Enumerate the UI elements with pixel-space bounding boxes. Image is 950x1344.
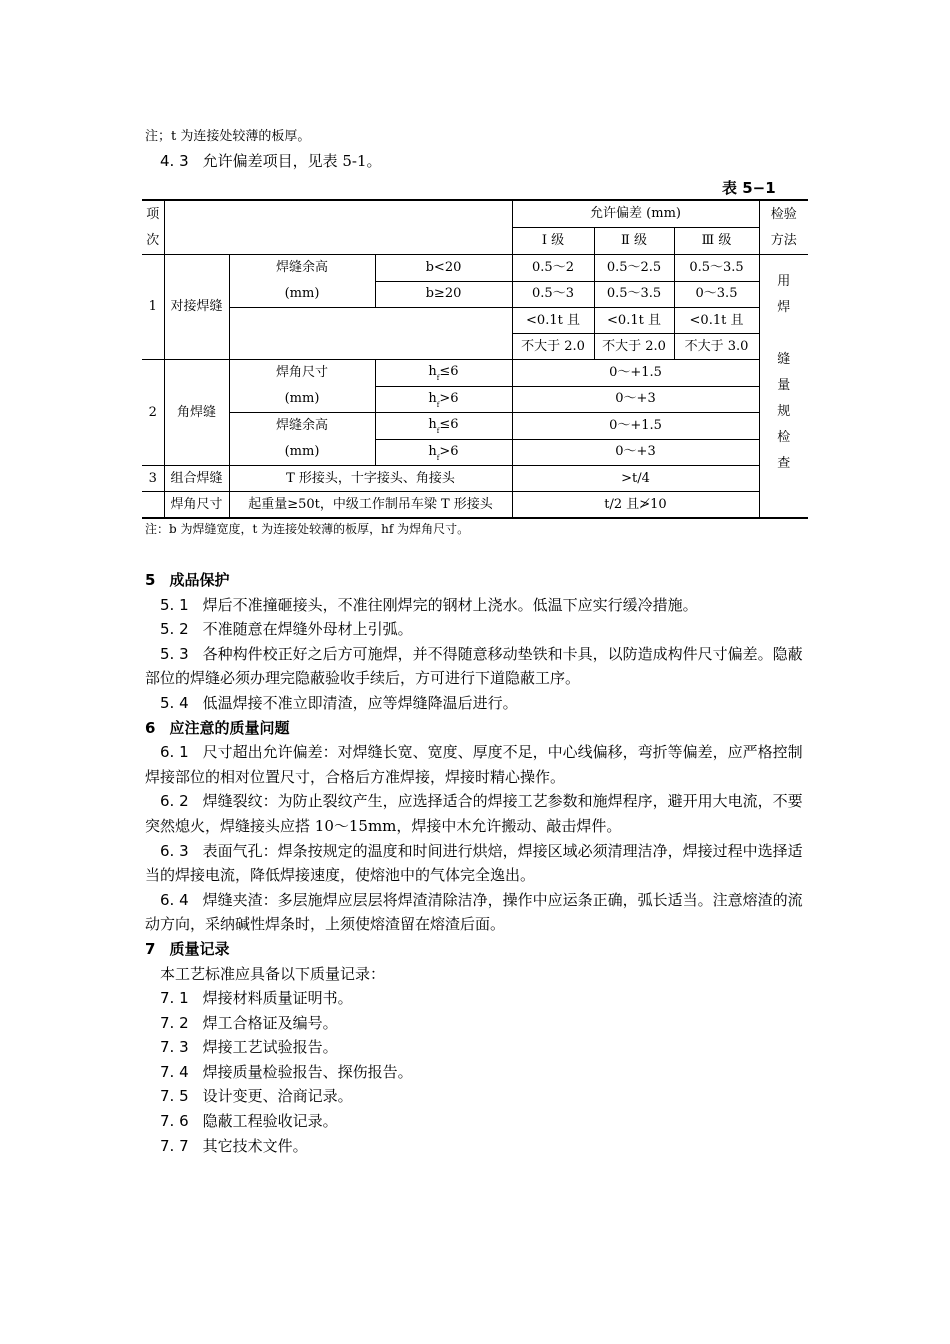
header-level-1: Ⅰ 级 [512, 228, 594, 255]
paragraph [145, 888, 807, 937]
clause-number: 7. 1 [160, 989, 189, 1008]
row-subitem: 焊缝余高 (mm) [229, 255, 375, 308]
header-blank [164, 200, 512, 255]
clause-text: 焊缝裂纹：为防止裂纹产生，应选择适合的焊接工艺参数和施焊程序，避开用大电流，不要突然熄火，焊缝接头应搭 10～15mm，焊接中木允许搬动、敲击焊件。 [145, 792, 803, 835]
paragraph [145, 740, 807, 789]
clause-number: 5. 4 [160, 693, 189, 712]
clause-text: 焊接材料质量证明书。 [202, 989, 353, 1008]
clause-number: 5. 1 [160, 595, 189, 614]
clause-text: 本工艺标准应具备以下质量记录： [160, 964, 386, 983]
clause-number: 4. 3 [160, 152, 189, 170]
value-cell: 0.5～3.5 [674, 255, 759, 282]
clause-text: 各种构件校正好之后方可施焊，并不得随意移动垫铁和卡具，以防造成构件尺寸偏差。隐蔽部位的焊缝必须办理完隐蔽验收手续后，方可进行下道隐蔽工序。 [145, 644, 803, 688]
header-tolerance: 允许偏差 (mm) [512, 200, 759, 228]
value-cell: 0～3.5 [674, 281, 759, 308]
clause-number: 7. 3 [160, 1038, 189, 1057]
paragraph [145, 1011, 807, 1036]
clause-number: 5. 3 [160, 644, 189, 663]
blank-cell [229, 308, 512, 360]
clause-number: 5 [145, 571, 156, 589]
paragraph [145, 1109, 807, 1134]
clause-number: 6. 2 [160, 792, 189, 811]
row-name: 对接焊缝 [164, 255, 229, 360]
condition-cell: $h_f\le 6$ [375, 360, 512, 387]
method-cell: 用 焊 缝 量 规 检 查 [759, 255, 808, 519]
header-level-2: Ⅱ 级 [594, 228, 674, 255]
note-top: 注；t 为连接处较薄的板厚。 [145, 129, 311, 144]
header-item: 项 次 [142, 200, 164, 255]
clause-text: 焊接质量检验报告、探伤报告。 [202, 1062, 413, 1081]
paragraph [145, 986, 807, 1011]
paragraph [145, 593, 807, 618]
row-name: 焊角尺寸 [164, 492, 229, 519]
paragraph [145, 962, 807, 987]
clause-number: 7. 6 [160, 1112, 189, 1131]
clause-text: 尺寸超出允许偏差：对焊缝长宽、宽度、厚度不足，中心线偏移，弯折等偏差，应严格控制焊接部位的相对位置尺寸，合格后方准焊接，焊接时精心操作。 [145, 743, 803, 786]
condition-cell: $h_f\le 6$ [375, 413, 512, 440]
clause-number: 5. 2 [160, 620, 189, 639]
clause-number: 6. 1 [160, 743, 189, 762]
clause-text: 焊缝夹渣：多层施焊应层层将焊渣清除洁净，操作中应运条正确，弧长适当。注意熔渣的流动方向，采纳碱性焊条时，上须使熔渣留在熔渣后面。 [145, 890, 803, 934]
value-cell: 0.5～3 [512, 281, 594, 308]
note-bottom: 注：b 为焊缝宽度，t 为连接处较薄的板厚，hf 为焊角尺寸。 [145, 522, 470, 536]
value-cell: >t/4 [512, 466, 759, 492]
value-cell: 0.5～2 [512, 255, 594, 282]
clause-text: 不准随意在焊缝外母材上引弧。 [202, 620, 413, 639]
clause-number: 7. 5 [160, 1087, 189, 1106]
clause-text: 表面气孔：焊条按规定的温度和时间进行烘焙，焊接区域必须清理洁净，焊接过程中选择适当的焊接电流，降低焊接速度，使熔池中的气体完全逸出。 [145, 841, 803, 885]
value-cell: 0.5～3.5 [594, 281, 674, 308]
value-cell: <0.1t 且 [594, 308, 674, 334]
paragraph [145, 1060, 807, 1085]
value-cell: 0～+1.5 [512, 360, 759, 387]
value-cell: 0～+3 [512, 386, 759, 413]
clause-number: 7 [145, 939, 156, 958]
paragraph [145, 1035, 807, 1060]
clause-number: 7. 4 [160, 1062, 189, 1081]
value-cell: <0.1t 且 [674, 308, 759, 334]
clause-number: 7. 2 [160, 1013, 189, 1032]
value-cell: 不大于 2.0 [512, 334, 594, 360]
condition-cell: b<20 [375, 255, 512, 282]
value-cell: 0～+3 [512, 439, 759, 466]
clause-text: 焊接工艺试验报告。 [202, 1038, 338, 1057]
value-cell: 0.5～2.5 [594, 255, 674, 282]
clause-text: 其它技术文件。 [202, 1136, 308, 1155]
row-number: 2 [142, 360, 164, 466]
paragraph [145, 1134, 807, 1159]
row-name: 角焊缝 [164, 360, 229, 466]
paragraph [145, 1084, 807, 1109]
section-heading [145, 937, 807, 962]
value-cell: <0.1t 且 [512, 308, 594, 334]
clause-4-3 [160, 150, 382, 171]
clause-text: 应注意的质量问题 [169, 718, 290, 737]
clause-number: 7. 7 [160, 1136, 189, 1155]
clause-text: 质量记录 [169, 939, 230, 958]
section-heading [145, 568, 807, 593]
clause-text: 低温焊接不准立即清渣，应等焊缝降温后进行。 [202, 693, 518, 712]
clause-number: 6 [145, 718, 156, 737]
clause-text: 隐蔽工程验收记录。 [202, 1112, 338, 1131]
document-body [145, 568, 807, 1158]
header-level-3: Ⅲ 级 [674, 228, 759, 255]
row-name: 组合焊缝 [164, 466, 229, 492]
paragraph [145, 839, 807, 888]
clause-text: 允许偏差项目，见表 5-1。 [202, 152, 382, 170]
clause-text: 成品保护 [169, 571, 230, 589]
clause-number: 6. 3 [160, 841, 189, 860]
paragraph [145, 617, 807, 642]
paragraph [145, 691, 807, 716]
paragraph [145, 789, 807, 838]
condition-cell: $h_f>6$ [375, 386, 512, 413]
blank-cell [142, 492, 164, 519]
condition-cell: $h_f>6$ [375, 439, 512, 466]
clause-text: 焊工合格证及编号。 [202, 1013, 338, 1032]
condition-cell: 起重量≥50t，中级工作制吊车梁 T 形接头 [229, 492, 512, 519]
header-method: 检验 方法 [759, 200, 808, 255]
section-heading [145, 716, 807, 741]
clause-text: 焊后不准撞砸接头，不准往刚焊完的钢材上浇水。低温下应实行缓冷措施。 [202, 595, 698, 614]
clause-number: 6. 4 [160, 890, 189, 909]
condition-cell: T 形接头，十字接头、角接头 [229, 466, 512, 492]
value-cell: 0～+1.5 [512, 413, 759, 440]
row-subitem: 焊角尺寸 (mm) [229, 360, 375, 413]
tolerance-table [142, 199, 808, 519]
paragraph [145, 642, 807, 691]
condition-cell: b≥20 [375, 281, 512, 308]
value-cell: 不大于 3.0 [674, 334, 759, 360]
row-number: 3 [142, 466, 164, 492]
value-cell: t/2 且≯10 [512, 492, 759, 519]
value-cell: 不大于 2.0 [594, 334, 674, 360]
clause-text: 设计变更、洽商记录。 [202, 1087, 353, 1106]
table-caption: 表 5−1 [722, 179, 776, 197]
row-number: 1 [142, 255, 164, 360]
row-subitem: 焊缝余高 (mm) [229, 413, 375, 466]
